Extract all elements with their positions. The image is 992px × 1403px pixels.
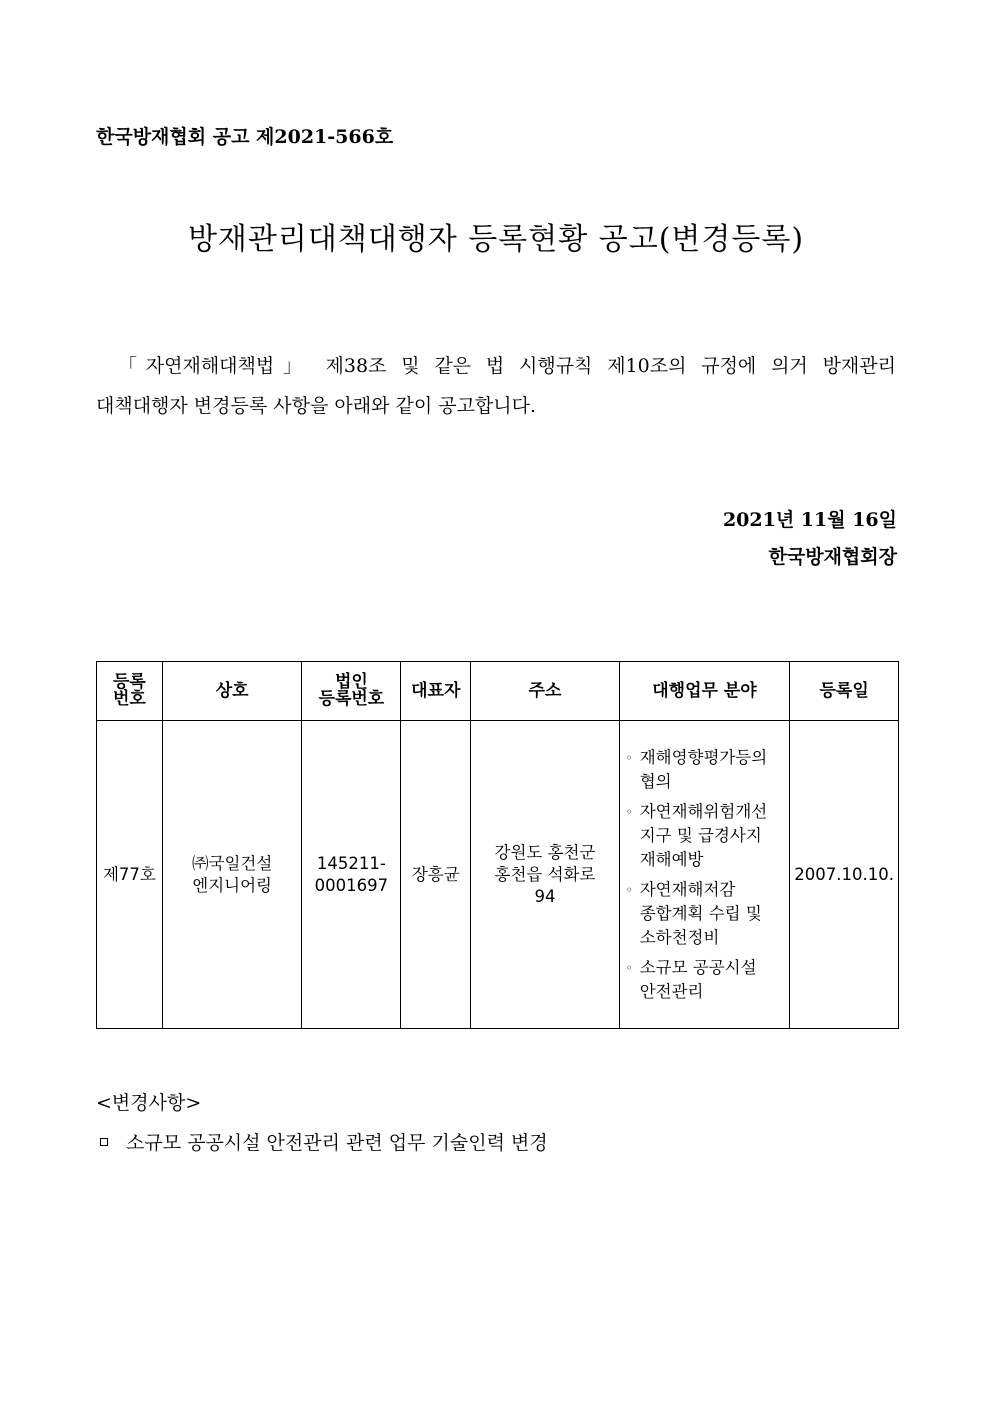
header-fields: 대행업무 분야 bbox=[619, 662, 790, 721]
bullet-icon: ◦ bbox=[625, 750, 633, 765]
field-line: 자연재해저감 bbox=[639, 879, 736, 899]
bullet-icon: ◦ bbox=[625, 882, 633, 897]
header-reg-no-line: 번호 bbox=[113, 689, 146, 709]
field-line: 소하천정비 bbox=[639, 927, 720, 947]
field-item bbox=[626, 878, 786, 950]
registration-table bbox=[96, 661, 899, 1029]
cell-fields bbox=[619, 721, 790, 1029]
field-line: 종합계획 수립 및 bbox=[639, 903, 762, 923]
body-paragraph bbox=[96, 346, 896, 426]
change-item-text: 소규모 공공시설 안전관리 관련 업무 기술인력 변경 bbox=[126, 1132, 548, 1154]
header-corp-no bbox=[302, 662, 401, 721]
corp-no-line: 145211- bbox=[316, 853, 386, 873]
field-line: 소규모 공공시설 bbox=[639, 957, 757, 977]
table-row bbox=[97, 721, 899, 1029]
field-line: 안전관리 bbox=[639, 981, 704, 1001]
address-line: 강원도 홍천군 bbox=[494, 842, 596, 862]
corp-no-line: 0001697 bbox=[314, 875, 389, 895]
table-header-row bbox=[97, 662, 899, 721]
cell-reg-no: 제77호 bbox=[97, 721, 163, 1029]
cell-reg-date: 2007.10.10. bbox=[790, 721, 899, 1029]
change-item bbox=[100, 1128, 548, 1155]
body-line-2: 대책대행자 변경등록 사항을 아래와 같이 공고합니다. bbox=[96, 395, 537, 417]
changes-heading: <변경사항> bbox=[96, 1092, 202, 1114]
cell-representative: 장흥균 bbox=[401, 721, 471, 1029]
header-corp-no-line: 법인 bbox=[334, 672, 368, 692]
field-item bbox=[626, 956, 786, 1004]
field-item bbox=[626, 800, 786, 872]
header-reg-no bbox=[97, 662, 163, 721]
field-line: 지구 및 급경사지 bbox=[639, 825, 762, 845]
cell-corp-no bbox=[302, 721, 401, 1029]
company-line: 엔지니어링 bbox=[192, 875, 272, 895]
body-line-1: 「자연재해대책법」 제38조 및 같은 법 시행규칙 제10조의 규정에 의거 방재관리 bbox=[118, 355, 896, 377]
notice-date: 2021년 11월 16일 bbox=[722, 509, 897, 531]
header-corp-no-line: 등록번호 bbox=[318, 689, 385, 709]
company-line: ㈜국일건설 bbox=[192, 853, 273, 873]
notice-number: 한국방재협회 공고 제2021-566호 bbox=[96, 126, 394, 148]
square-bullet-icon bbox=[100, 1138, 108, 1146]
header-reg-date: 등록일 bbox=[790, 662, 899, 721]
address-line: 홍천읍 석화로 bbox=[494, 864, 596, 884]
field-line: 재해영향평가등의 bbox=[639, 747, 768, 767]
header-representative: 대표자 bbox=[401, 662, 471, 721]
cell-address bbox=[471, 721, 620, 1029]
bullet-icon: ◦ bbox=[625, 960, 633, 975]
field-item bbox=[626, 746, 786, 794]
header-company: 상호 bbox=[162, 662, 302, 721]
issuer-name: 한국방재협회장 bbox=[768, 546, 897, 568]
header-reg-no-line: 등록 bbox=[113, 672, 146, 692]
field-line: 재해예방 bbox=[639, 849, 704, 869]
header-address: 주소 bbox=[471, 662, 620, 721]
document-title: 방재관리대책대행자 등록현황 공고(변경등록) bbox=[187, 222, 805, 257]
field-line: 협의 bbox=[639, 771, 672, 791]
cell-company bbox=[162, 721, 302, 1029]
field-line: 자연재해위험개선 bbox=[639, 801, 768, 821]
bullet-icon: ◦ bbox=[625, 804, 633, 819]
address-line: 94 bbox=[534, 886, 556, 906]
